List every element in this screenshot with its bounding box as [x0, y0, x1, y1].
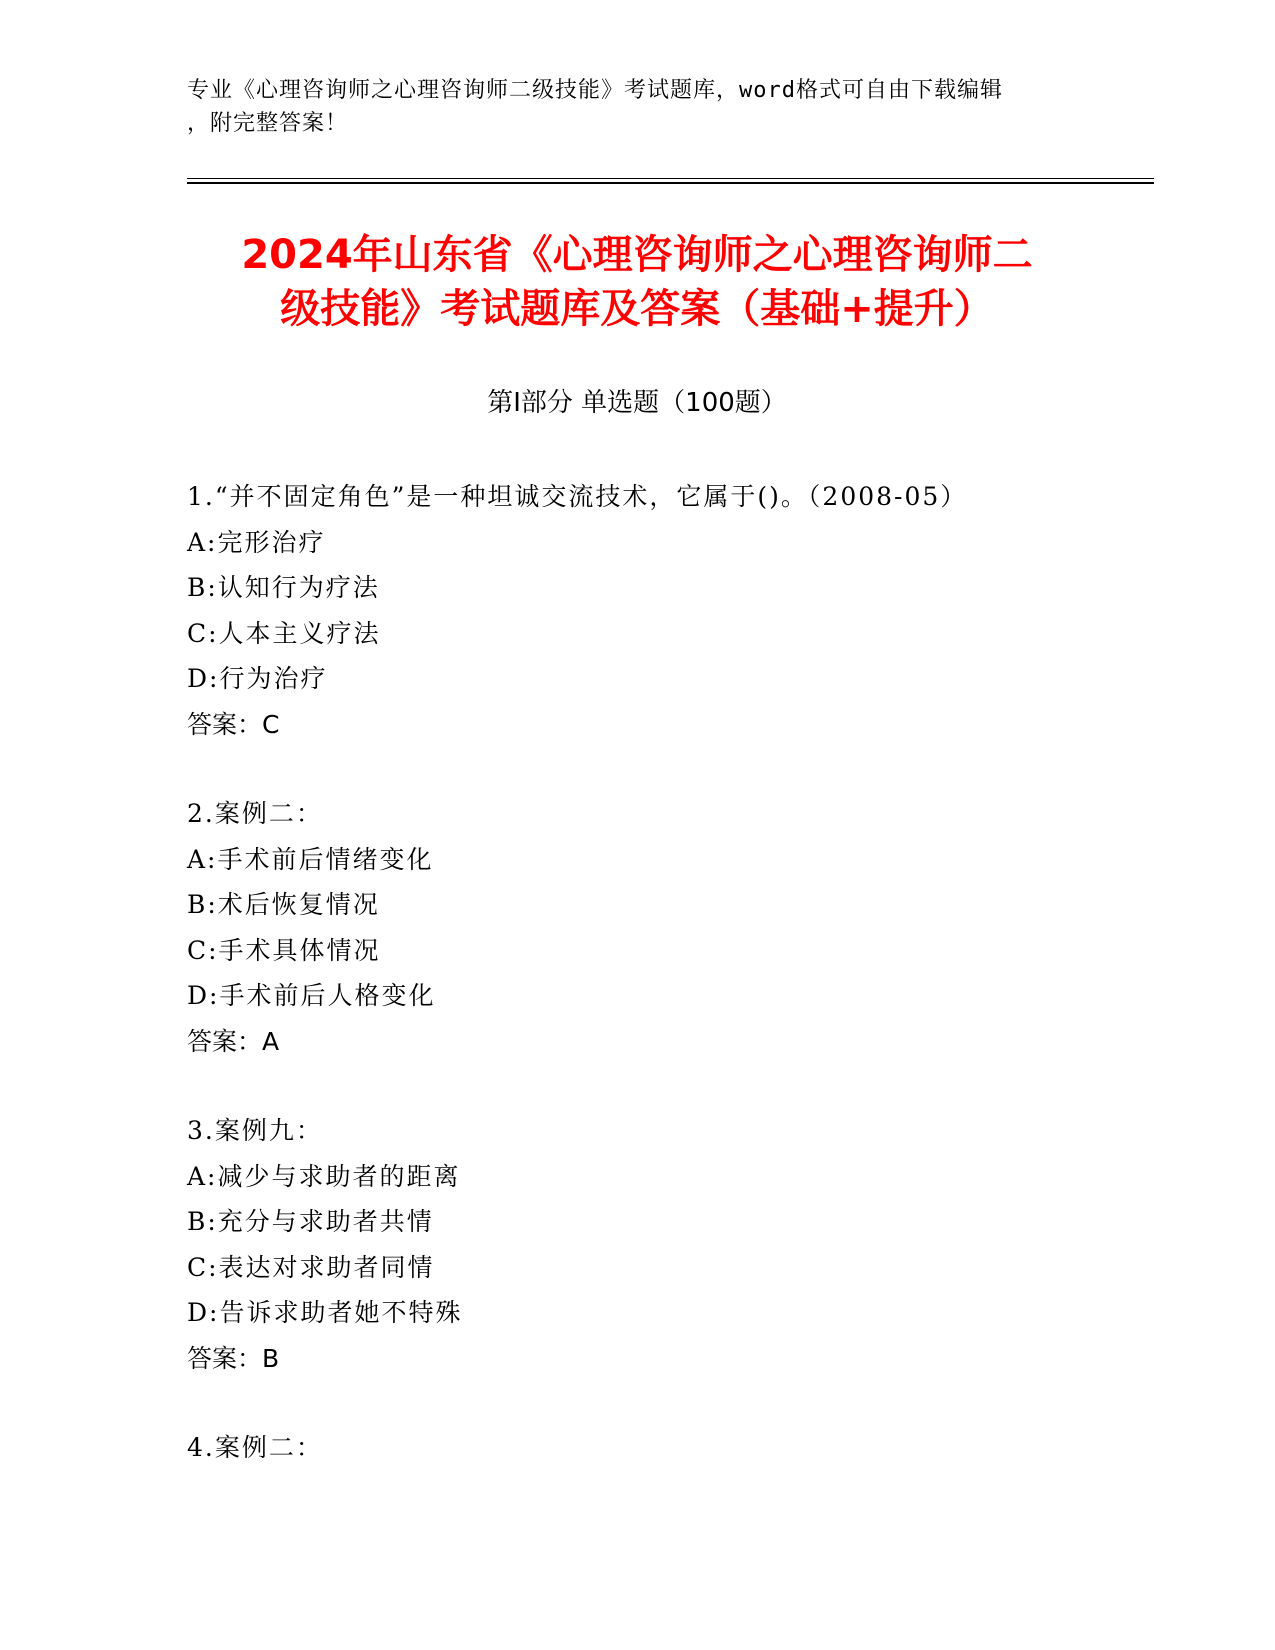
document-title-line-1: 2024年山东省《心理咨询师之心理咨询师二 [241, 232, 1033, 278]
option-a: A:完形治疗 [187, 527, 326, 557]
question-answer: 答案：A [187, 1026, 280, 1056]
option-d: D:手术前后人格变化 [187, 981, 436, 1010]
question-4 [187, 1425, 1127, 1471]
document-title-line-2: 级技能》考试题库及答案（基础+提升） [280, 286, 994, 332]
question-3 [187, 1108, 1127, 1381]
question-1 [187, 474, 1127, 747]
question-stem: 1.“并不固定角色”是一种坦诚交流技术，它属于()。（2008-05） [187, 482, 968, 511]
option-c: C:表达对求助者同情 [187, 1252, 435, 1282]
option-d: D:行为治疗 [187, 664, 328, 693]
question-answer: 答案：C [187, 709, 280, 739]
question-answer: 答案：B [187, 1343, 280, 1373]
option-d: D:告诉求助者她不特殊 [187, 1298, 463, 1327]
header-rule-thin [187, 178, 1154, 179]
header-rule-thick [187, 182, 1154, 184]
document-title [187, 228, 1087, 336]
option-b: B:认知行为疗法 [187, 573, 380, 602]
option-c: C:人本主义疗法 [187, 618, 381, 648]
intro-line-1: 专业《心理咨询师之心理咨询师二级技能》考试题库，word格式可自由下载编辑 [187, 78, 1003, 103]
option-b: B:充分与求助者共情 [187, 1207, 434, 1236]
question-stem: 3.案例九： [187, 1116, 323, 1145]
question-2 [187, 791, 1127, 1064]
question-stem: 4.案例二： [187, 1433, 323, 1462]
intro-text [187, 74, 1067, 140]
option-b: B:术后恢复情况 [187, 890, 380, 919]
option-a: A:减少与求助者的距离 [187, 1161, 461, 1191]
section-title: 第Ⅰ部分 单选题（100题） [487, 388, 787, 418]
option-a: A:手术前后情绪变化 [187, 844, 434, 874]
option-c: C:手术具体情况 [187, 935, 381, 965]
question-stem: 2.案例二： [187, 799, 323, 828]
question-list [187, 474, 1127, 1515]
intro-line-2: ，附完整答案！ [187, 111, 349, 136]
